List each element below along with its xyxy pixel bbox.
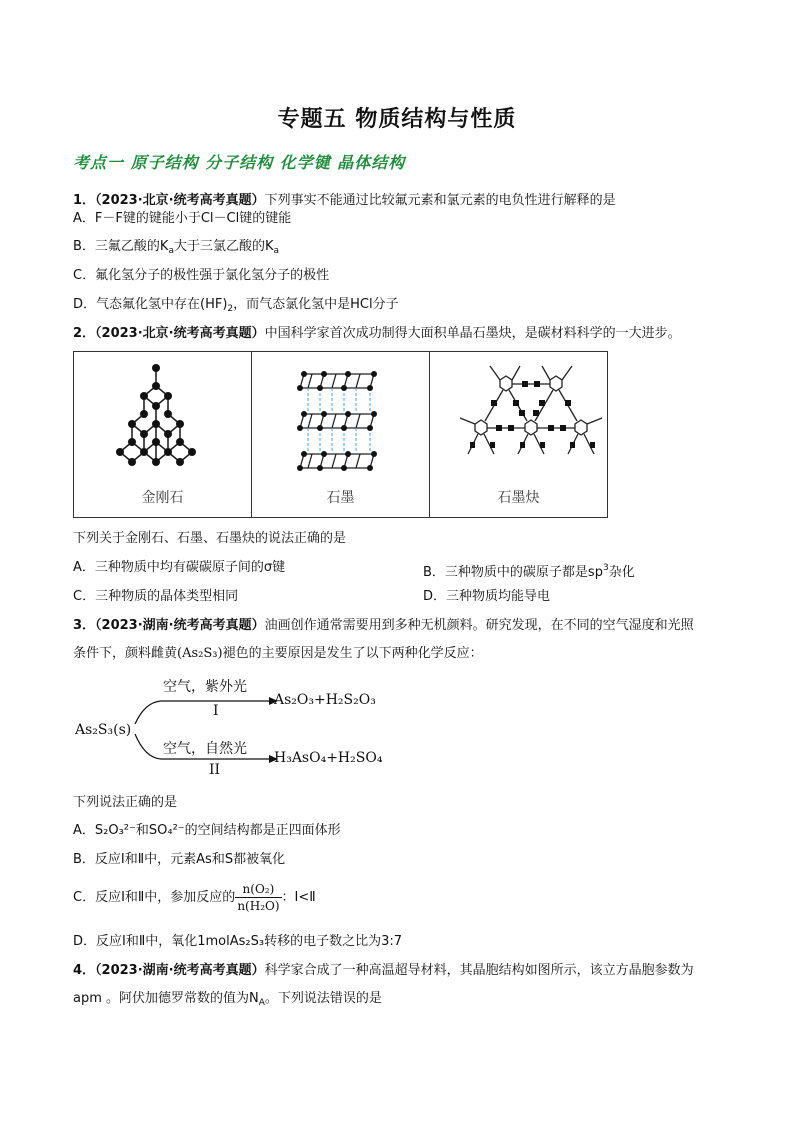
q1-option-d-part1: D．气态氟化氢中存在(HF) (73, 297, 228, 312)
q4-source: （2023·湖南·统考高考真题） (95, 963, 265, 978)
q3-source: （2023·湖南·统考高考真题） (95, 618, 265, 633)
q1-number: 1． (73, 193, 96, 208)
q3-option-c-part2: ：Ⅰ<Ⅱ (281, 890, 316, 905)
reaction-scheme (73, 672, 413, 782)
reaction-2-label: II (209, 762, 221, 778)
q1-option-d-sub: 2 (227, 304, 234, 314)
ratio-fraction (235, 881, 281, 914)
q2-number: 2． (73, 326, 96, 341)
q1-source: （2023·北京·统考高考真题） (95, 193, 265, 208)
q1-option-d (73, 296, 399, 318)
q3-option-b: B．反应Ⅰ和Ⅱ中，元素As和S都被氧化 (73, 852, 286, 867)
q4-text-2a: apm 。阿伏加德罗常数的值为N (73, 991, 259, 1006)
diamond-cell (74, 352, 252, 517)
q2-options-row2 (73, 588, 723, 606)
page-title: 专题五 物质结构与性质 (277, 107, 517, 132)
reaction-2-product: H₃AsO₄+H₂SO₄ (274, 750, 383, 766)
q2-option-b-part1: B．三种物质中的碳原子都是sp (423, 565, 603, 580)
q2-option-b (423, 559, 635, 582)
q3-formula: (As₂S₃) (177, 646, 223, 661)
reaction-1-label: I (213, 703, 219, 719)
q3-lead: 下列说法正确的是 (73, 795, 178, 810)
q1-text: 下列事实不能通过比较氟元素和氯元素的电负性进行解释的是 (264, 193, 616, 208)
q3-stem-line2 (73, 645, 483, 663)
q2-option-c: C．三种物质的晶体类型相同 (73, 589, 239, 604)
q1-option-b-part1: B．三氟乙酸的K (73, 239, 169, 254)
graphdiyne-cell (430, 352, 607, 517)
q1-option-b-sub2: a (273, 246, 280, 256)
q3-text-2a: 条件下，颜料雌黄 (73, 646, 178, 661)
q1-option-b-sub1: a (168, 246, 174, 256)
diamond-structure-diagram (74, 356, 240, 486)
q2-option-b-sup: 3 (602, 563, 609, 573)
reaction-1-condition: 空气，紫外光 (163, 679, 247, 695)
fraction-numerator: n(O₂) (235, 881, 281, 898)
q4-text-1: 科学家合成了一种高温超导材料，其晶胞结构如图所示，该立方晶胞参数为 (264, 963, 694, 978)
q1-stem (73, 192, 616, 210)
q3-number: 3． (73, 618, 96, 633)
reaction-2-condition: 空气，自然光 (163, 741, 247, 757)
graphdiyne-label: 石墨炔 (497, 490, 540, 506)
graphdiyne-structure-diagram (430, 362, 626, 482)
q2-lead: 下列关于金刚石、石墨、石墨炔的说法正确的是 (73, 531, 347, 546)
q3-stem-line1 (73, 617, 694, 635)
q2-text: 中国科学家首次成功制得大面积单晶石墨炔，是碳材料科学的一大进步。 (264, 326, 681, 341)
q1-option-b-part2: 大于三氯乙酸的K (173, 239, 274, 254)
q2-stem (73, 325, 681, 343)
q1-option-a: A．F－F键的键能小于Cl－Cl键的键能 (73, 211, 292, 226)
graphite-cell (252, 352, 430, 517)
q4-sub: A (258, 998, 265, 1008)
q2-option-b-part2: 杂化 (608, 565, 635, 580)
graphite-label: 石墨 (326, 490, 355, 506)
q3-option-a: A．S₂O₃²⁻和SO₄²⁻的空间结构都是正四面体形 (73, 823, 341, 838)
q3-text-1: 油画创作通常需要用到多种无机颜料。研究发现，在不同的空气湿度和光照 (264, 618, 694, 633)
q3-option-d: D．反应Ⅰ和Ⅱ中，氧化1molAs₂S₃转移的电子数之比为3:7 (73, 934, 403, 949)
section-heading: 考点一 原子结构 分子结构 化学键 晶体结构 (73, 153, 406, 172)
q4-text-2b: 。下列说法错误的是 (264, 991, 382, 1006)
q4-stem-line1 (73, 962, 694, 980)
carbon-structures-figure (73, 351, 608, 518)
q2-source: （2023·北京·统考高考真题） (95, 326, 265, 341)
q1-option-b (73, 238, 279, 260)
q1-option-d-part2: ，而气态氯化氢中是HCl分子 (233, 297, 399, 312)
graphite-structure-diagram (252, 366, 420, 486)
q4-stem-line2 (73, 990, 382, 1012)
q3-option-c (73, 878, 316, 918)
q2-option-a: A．三种物质中均有碳碳原子间的σ键 (73, 560, 286, 575)
q4-number: 4． (73, 963, 96, 978)
fraction-denominator: n(H₂O) (237, 899, 280, 913)
diamond-label: 金刚石 (141, 490, 184, 506)
q2-options-row1 (73, 559, 723, 580)
q3-text-2b: 褪色的主要原因是发生了以下两种化学反应： (222, 646, 483, 661)
reaction-1-product: As₂O₃+H₂S₂O₃ (274, 692, 376, 708)
q1-option-c: C．氟化氢分子的极性强于氯化氢分子的极性 (73, 268, 330, 283)
q3-option-c-part1: C．反应Ⅰ和Ⅱ中，参加反应的 (73, 890, 236, 905)
q2-option-d: D．三种物质均能导电 (423, 589, 551, 604)
reactant: As₂S₃(s) (75, 722, 132, 738)
